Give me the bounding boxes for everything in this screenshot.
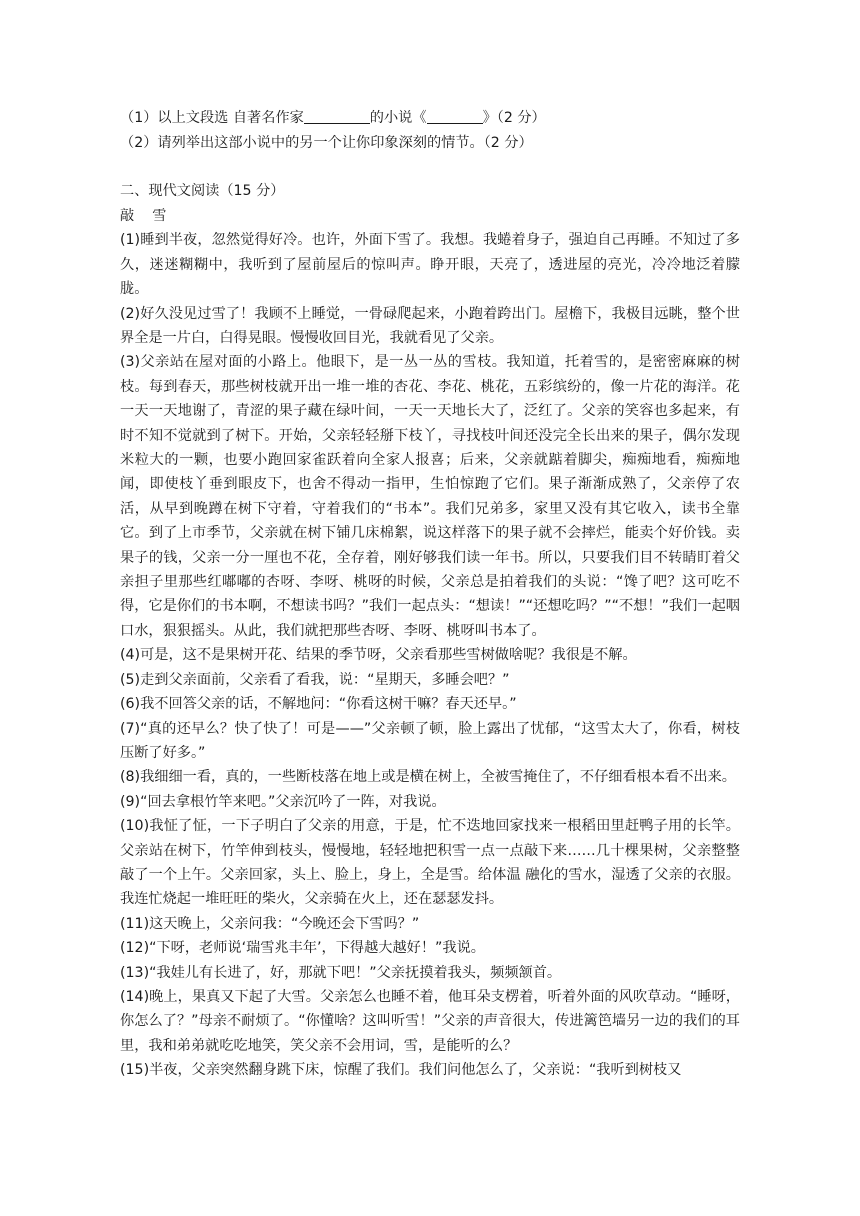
paragraph: (14)晚上，果真又下起了大雪。父亲怎么也睡不着，他耳朵支楞着，听着外面的风吹草动。“睡呀，你怎么了？”母亲不耐烦了。“你懂啥？这叫听雪！”父亲的声音很大，传进篱笆墙另一边的我们的耳里，我和弟弟就吃吃地笑，笑父亲不会用词，雪，是能听的么？ [120, 988, 740, 1054]
paragraph: (1)睡到半夜，忽然觉得好冷。也许，外面下雪了。我想。我蜷着身子，强迫自己再睡。不知过了多久，迷迷糊糊中，我听到了屋前屋后的惊叫声。睁开眼，天亮了，透进屋的亮光，冷冷地泛着朦胧。 [120, 232, 740, 298]
paragraph: (10)我怔了怔，一下子明白了父亲的用意，于是，忙不迭地回家找来一根稻田里赶鸭子用的长竿。父亲站在树下，竹竿伸到枝头，慢慢地，轻轻地把积雪一点一点敲下来……几十棵果树，父亲整整敲了一个上午。父亲回家，头上、脸上，身上，全是雪。给体温 融化的雪水，湿透了父亲的衣服。我连忙烧起一堆旺旺的柴火，父亲骑在火上，还在瑟瑟发抖。 [120, 818, 740, 908]
paragraph: (2)好久没见过雪了！我顾不上睡觉，一骨碌爬起来，小跑着跨出门。屋檐下，我极目远眺，整个世界全是一片白，白得晃眼。慢慢收回目光，我就看见了父亲。 [120, 305, 740, 346]
author-blank [304, 109, 370, 124]
question-1-part-1: （1）以上文段选 自著名作家 [120, 110, 304, 126]
paragraph: (11)这天晚上，父亲问我：“今晚还会下雪吗？” [120, 915, 420, 932]
paragraph: (13)“我娃儿有长进了，好，那就下吧！”父亲抚摸着我头，频频颔首。 [120, 964, 562, 981]
paragraph: (15)半夜，父亲突然翻身跳下床，惊醒了我们。我们问他怎么了，父亲说：“我听到树枝又 [120, 1062, 682, 1079]
paragraph: (12)“下呀，老师说‘瑞雪兆丰年’，下得越大越好！”我说。 [120, 940, 485, 957]
paragraph: (7)“真的还早么？快了快了！可是——”父亲顿了顿，脸上露出了忧郁，“这雪太大了，你看，树枝压断了好多。” [120, 720, 740, 761]
question-1 [120, 106, 740, 131]
paragraph: (4)可是，这不是果树开花、结果的季节呀，父亲看那些雪树做啥呢？我很是不解。 [120, 647, 637, 664]
paragraph: (5)走到父亲面前，父亲看了看我，说：“星期天，多睡会吧？” [120, 671, 510, 688]
section-heading: 二、现代文阅读（15 分） [120, 183, 285, 200]
question-2: （2）请列举出这部小说中的另一个让你印象深刻的情节。（2 分） [120, 134, 533, 151]
paragraph: (3)父亲站在屋对面的小路上。他眼下，是一丛一丛的雪枝。我知道，托着雪的，是密密麻麻的树枝。每到春天，那些树枝就开出一堆一堆的杏花、李花、桃花，五彩缤纷的，像一片花的海洋。花一天一天地谢了，青涩的果子藏在绿叶间，一天一天地长大了，泛红了。父亲的笑容也多起来，有时不知不觉就到了树下。开始，父亲轻轻掰下枝丫，寻找枝叶间还没完全长出来的果子，偶尔发现米粒大的一颗，也要小跑回家雀跃着向全家人报喜；后来，父亲就踮着脚尖，痴痴地看，痴痴地闻，即使枝丫垂到眼皮下，也舍不得动一指甲，生怕惊跑了它们。果子渐渐成熟了，父亲停了农活，从早到晚蹲在树下守着，守着我们的“书本”。我们兄弟多，家里又没有其它收入，读书全靠它。到了上市季节，父亲就在树下铺几床棉絮，说这样落下的果子就不会摔烂，能卖个好价钱。卖果子的钱，父亲一分一厘也不花，全存着，刚好够我们读一年书。所以，只要我们目不转睛盯着父亲担子里那些红嘟嘟的杏呀、李呀、桃呀的时候，父亲总是拍着我们的头说：“馋了吧？这可吃不得，它是你们的书本啊，不想读书吗？”我们一起点头：“想读！”“还想吃吗？”“不想！”我们一起咽口水，狠狠摇头。从此，我们就把那些杏呀、李呀、桃呀叫书本了。 [120, 354, 740, 639]
article-body [120, 228, 740, 1082]
paragraph: (6)我不回答父亲的话，不解地问：“你看这树干嘛？春天还早。” [120, 696, 517, 713]
article-title: 敲 雪 [120, 207, 167, 224]
document-content [120, 106, 740, 1083]
question-1-part-2: 的小说《 [369, 110, 427, 126]
paragraph: (9)“回去拿根竹竿来吧。”父亲沉吟了一阵，对我说。 [120, 793, 446, 810]
question-1-part-3: 》（2 分） [482, 110, 546, 126]
paragraph: (8)我细细一看，真的，一些断枝落在地上或是横在树上，全被雪掩住了，不仔细看根本看不出来。 [120, 769, 736, 786]
novel-title-blank [427, 109, 483, 124]
